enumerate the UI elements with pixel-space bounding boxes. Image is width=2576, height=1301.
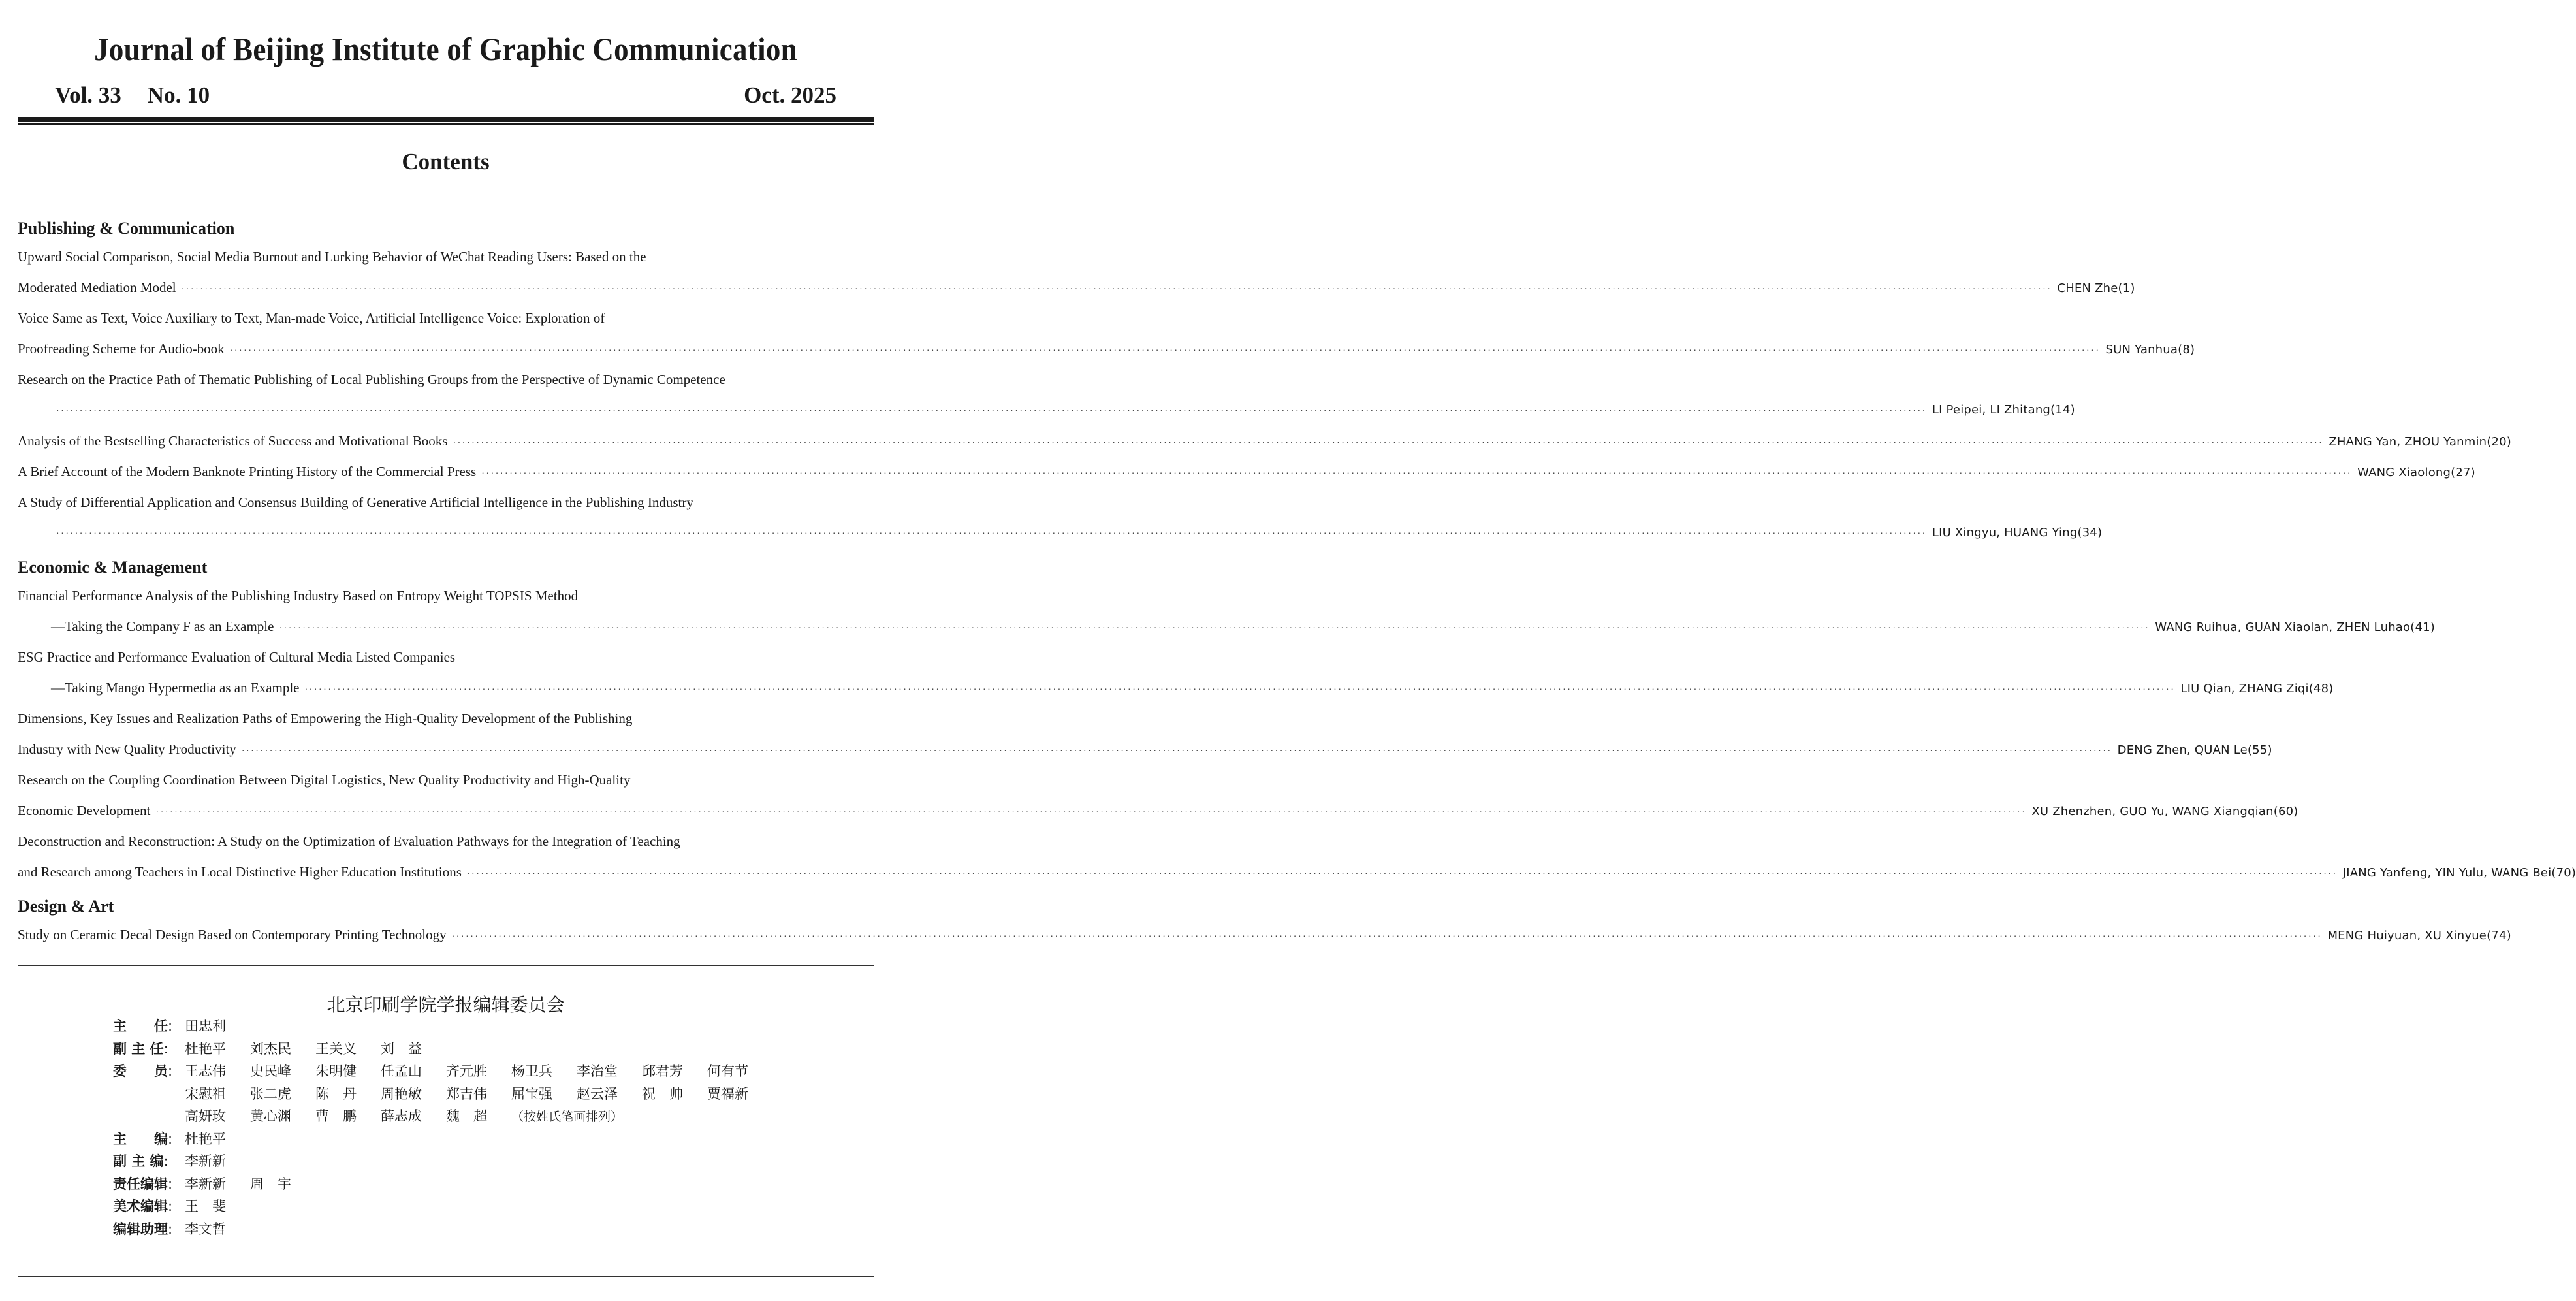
leader-dots: ················································································································································································································································································································································································································ — [481, 469, 2353, 479]
toc-line — [18, 370, 872, 389]
article-title-text: Study on Ceramic Decal Design Based on Contemporary Printing Technology — [18, 927, 447, 942]
board-member-name: 齐元胜 — [446, 1063, 487, 1079]
article-authors: DENG Zhen, QUAN Le(55) — [2117, 743, 2272, 757]
article-authors: MENG Huiyuan, XU Xinyue(74) — [2327, 929, 2511, 942]
board-member-name: 张二虎 — [250, 1085, 291, 1102]
divider — [18, 965, 874, 966]
toc-line — [18, 586, 872, 605]
toc-line — [18, 462, 2475, 484]
toc-line — [18, 709, 872, 728]
board-role: 编辑助理: — [113, 1221, 173, 1237]
board-member-name: 薛志成 — [381, 1108, 422, 1124]
board-role: 副 主 任: — [113, 1040, 168, 1057]
toc-line — [18, 647, 872, 667]
toc-line — [18, 247, 872, 266]
board-member-name: 陈 丹 — [315, 1085, 357, 1102]
leader-dots: ················································································································································································································································································································································································································ — [155, 808, 2027, 818]
article-title-text: Research on the Practice Path of Thematic Publishing of Local Publishing Groups from the Perspective of Dynamic Competence — [18, 372, 725, 387]
ordering-note: （按姓氏笔画排列） — [511, 1110, 624, 1124]
board-member-name: 贾福新 — [707, 1085, 748, 1102]
toc-line — [18, 308, 872, 328]
section-title: Publishing & Communication — [18, 219, 235, 238]
issue-date: Oct. 2025 — [744, 82, 836, 108]
board-member-name: 朱明健 — [315, 1063, 357, 1079]
board-member-name: 周艳敏 — [381, 1085, 422, 1102]
board-role: 委 员: — [113, 1063, 173, 1079]
board-member-name: 何有节 — [707, 1063, 748, 1079]
article-title-text: Voice Same as Text, Voice Auxiliary to Text, Man-made Voice, Artificial Intelligence Voice: Exploration of — [18, 310, 605, 326]
board-member-name: 高妍玫 — [185, 1108, 226, 1124]
board-role: 副 主 编: — [113, 1153, 168, 1169]
board-member-name: 邱君芳 — [642, 1063, 683, 1079]
board-row — [113, 1195, 250, 1217]
article-authors: LIU Xingyu, HUANG Ying(34) — [1932, 526, 2103, 539]
article-title-text: Proofreading Scheme for Audio-book — [18, 341, 225, 357]
board-member-name: 田忠利 — [185, 1018, 226, 1034]
board-member-name: 屈宝强 — [511, 1085, 552, 1102]
board-member-name: 杜艳平 — [185, 1040, 226, 1057]
toc-line — [51, 678, 2334, 700]
toc-line — [18, 339, 2195, 361]
article-authors: SUN Yanhua(8) — [2105, 343, 2195, 357]
toc-line — [18, 431, 2512, 453]
leader-dots: ················································································································································································································································································································································································································ — [304, 685, 2176, 695]
leader-dots: ················································································································································································································································································································································································································ — [56, 529, 1927, 539]
board-member-name: 宋慰祖 — [185, 1085, 226, 1102]
toc-line — [51, 523, 2103, 544]
toc-line — [18, 492, 872, 512]
board-row — [113, 1060, 772, 1082]
board-member-name: 黄心渊 — [250, 1108, 291, 1124]
article-authors: XU Zhenzhen, GUO Yu, WANG Xiangqian(60) — [2031, 805, 2298, 818]
article-title-text: Dimensions, Key Issues and Realization Paths of Empowering the High-Quality Development of the Publishing — [18, 711, 633, 726]
toc-line — [18, 801, 2298, 823]
article-title-text: Economic Development — [18, 803, 151, 818]
board-role: 主 任: — [113, 1018, 173, 1034]
journal-title: Journal of Beijing Institute of Graphic Communication — [94, 31, 797, 67]
toc-line — [18, 770, 872, 790]
article-title-text: Analysis of the Bestselling Characteristics of Success and Motivational Books — [18, 433, 448, 449]
article-title-text: A Brief Account of the Modern Banknote Printing History of the Commercial Press — [18, 464, 477, 479]
contents-title: Contents — [402, 149, 490, 174]
board-member-name: 李新新 — [185, 1153, 226, 1169]
article-authors: ZHANG Yan, ZHOU Yanmin(20) — [2329, 435, 2512, 449]
board-member-name: 王关义 — [315, 1040, 357, 1057]
article-title-text: A Study of Differential Application and Consensus Building of Generative Artificial Intelligence in the Publishing Industry — [18, 494, 693, 510]
board-role: 主 编: — [113, 1131, 173, 1147]
toc-line — [51, 400, 2075, 421]
article-title-text: and Research among Teachers in Local Distinctive Higher Education Institutions — [18, 864, 462, 880]
article-authors: WANG Xiaolong(27) — [2357, 466, 2475, 479]
article-title-text: Research on the Coupling Coordination Between Digital Logistics, New Quality Productivity and High-Quality — [18, 772, 631, 788]
board-row — [113, 1105, 623, 1128]
bottom-divider — [18, 1276, 874, 1277]
toc-line — [51, 617, 2435, 639]
board-member-name: 李新新 — [185, 1176, 226, 1192]
toc-line — [18, 739, 2272, 762]
board-role: 责任编辑: — [113, 1176, 173, 1192]
board-member-name: 李文哲 — [185, 1221, 226, 1237]
board-row — [113, 1150, 250, 1172]
leader-dots: ················································································································································································································································································································································································································ — [56, 406, 1927, 416]
article-title-text: Industry with New Quality Productivity — [18, 741, 236, 757]
toc-line — [18, 862, 2576, 884]
board-member-name: 刘 益 — [381, 1040, 422, 1057]
leader-dots: ················································································································································································································································································································································································································ — [229, 346, 2101, 356]
article-authors: CHEN Zhe(1) — [2057, 281, 2135, 295]
issue-number: No. 10 — [147, 82, 210, 108]
leader-dots: ················································································································································································································································································································································································································ — [453, 438, 2324, 448]
section-title: Design & Art — [18, 897, 114, 916]
leader-dots: ················································································································································································································································································································································································································ — [466, 869, 2338, 879]
article-authors: LI Peipei, LI Zhitang(14) — [1932, 403, 2075, 417]
article-title-text: Deconstruction and Reconstruction: A Study on the Optimization of Evaluation Pathways for the Integration of Teaching — [18, 833, 680, 849]
board-row — [113, 1083, 772, 1105]
board-member-name: 曹 鹏 — [315, 1108, 357, 1124]
board-member-name: 任孟山 — [381, 1063, 422, 1079]
article-title-text: —Taking Mango Hypermedia as an Example — [51, 680, 300, 696]
article-title-text: —Taking the Company F as an Example — [51, 618, 274, 634]
leader-dots: ················································································································································································································································································································································································································ — [241, 747, 2112, 756]
article-title-text: ESG Practice and Performance Evaluation of Cultural Media Listed Companies — [18, 649, 456, 665]
board-member-name: 刘杰民 — [250, 1040, 291, 1057]
article-authors: WANG Ruihua, GUAN Xiaolan, ZHEN Luhao(41) — [2155, 620, 2435, 634]
toc-line — [18, 831, 872, 851]
volume: Vol. 33 — [55, 82, 121, 108]
board-member-name: 祝 帅 — [642, 1085, 683, 1102]
toc-line — [18, 925, 2511, 947]
volume-number — [55, 82, 236, 108]
board-member-name: 王 斐 — [185, 1198, 226, 1214]
board-member-name: 赵云泽 — [577, 1085, 618, 1102]
board-row — [113, 1015, 250, 1037]
board-member-name: 郑吉伟 — [446, 1085, 487, 1102]
board-member-name: 李治堂 — [577, 1063, 618, 1079]
header-rule — [18, 117, 874, 122]
board-title: 北京印刷学院学报编辑委员会 — [326, 994, 565, 1016]
leader-dots: ················································································································································································································································································································································································································ — [279, 624, 2150, 634]
article-title-text: Upward Social Comparison, Social Media Burnout and Lurking Behavior of WeChat Reading Users: Based on the — [18, 249, 646, 265]
section-title: Economic & Management — [18, 558, 208, 577]
header-rule-thin — [18, 123, 874, 125]
article-authors: JIANG Yanfeng, YIN Yulu, WANG Bei(70) — [2342, 866, 2576, 880]
board-member-name: 周 宇 — [250, 1176, 291, 1192]
board-row — [113, 1038, 446, 1060]
board-row — [113, 1173, 315, 1195]
board-row — [113, 1218, 250, 1240]
article-title-text: Financial Performance Analysis of the Publishing Industry Based on Entropy Weight TOPSIS Method — [18, 588, 579, 603]
board-member-name: 杜艳平 — [185, 1131, 226, 1147]
board-role: 美术编辑: — [113, 1198, 173, 1214]
article-title-text: Moderated Mediation Model — [18, 280, 176, 295]
board-row — [113, 1128, 250, 1150]
toc-line — [18, 278, 2135, 300]
board-member-name: 王志伟 — [185, 1063, 226, 1079]
leader-dots: ················································································································································································································································································································································································································ — [181, 285, 2052, 295]
board-member-name: 魏 超 — [446, 1108, 487, 1124]
article-authors: LIU Qian, ZHANG Ziqi(48) — [2180, 682, 2334, 696]
board-member-name: 史民峰 — [250, 1063, 291, 1079]
leader-dots: ················································································································································································································································································································································································································ — [451, 932, 2323, 942]
board-member-name: 杨卫兵 — [511, 1063, 552, 1079]
